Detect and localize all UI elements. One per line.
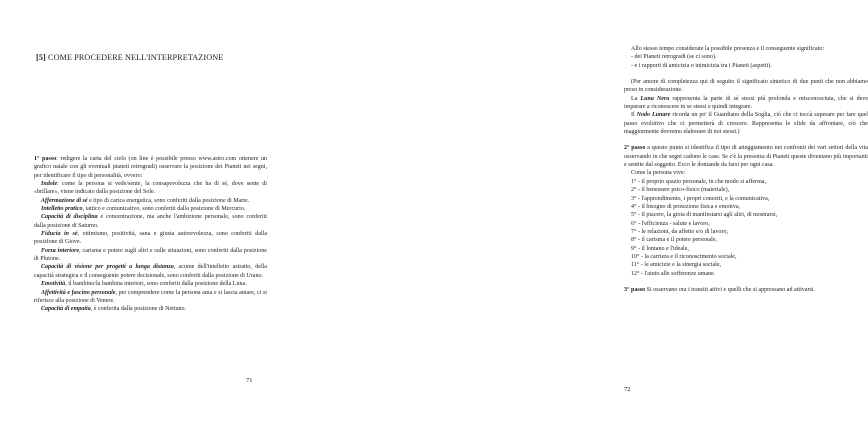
trait-item: [34, 230, 267, 247]
left-column: [34, 155, 267, 314]
step3-paragraph: [624, 286, 868, 294]
trait-term: Capacità di visione per progetti a lunga distanza: [41, 264, 174, 271]
intro-list: [624, 53, 868, 70]
trait-item: [34, 280, 267, 288]
luna-nera-text: rappresenta la parte di sé stessi più profonda e misconosciuta, che si deve imparare a riconoscere in se stessi e quindi integrare.: [624, 95, 868, 111]
trait-term: Affettività e fascino personale: [41, 289, 116, 296]
house-item: 3° - l'apprendimento, i propri concetti, e la comunicativa,: [631, 195, 770, 202]
nodo-pre: Il: [631, 112, 637, 119]
step2-paragraph: [624, 144, 868, 169]
house-item: 12° - l'aiuto alle sofferenze umane.: [631, 270, 716, 277]
trait-text: , è conferita dalla posizione di Nettuno.: [90, 306, 187, 313]
page-number-right: 72: [624, 386, 631, 393]
houses-intro: Come la persona vive:: [631, 170, 686, 177]
house-item: 6° - l'efficienza - salute e lavoro,: [631, 220, 710, 227]
trait-text: , ottimismo, positività, sana e giusta autorevolezza, sono conferiti dalla posizione di Giove.: [34, 231, 267, 246]
trait-term: Emotività: [41, 281, 66, 288]
house-item: 1° - il proprio spazio personale, in che modo si afferma,: [631, 178, 766, 185]
trait-item: [34, 247, 267, 264]
trait-item: [34, 289, 267, 306]
section-heading: [36, 53, 223, 62]
step1-text: : redigere la carta del cielo (on line è possibile presso www.astro.com ottenere un grafico natale con gli eventuali pianeti retrogradi) osservare la posizione dei Pianeti nei segni, per identificare il tipo di personalità, ovvero:: [34, 156, 267, 179]
trait-item: [34, 305, 267, 313]
trait-term: Affermazione di sé: [41, 197, 88, 204]
house-item: 8° - il carisma e il potere personale,: [631, 237, 718, 244]
houses-list: [624, 178, 868, 278]
house-item: 10° - la carriera e il riconoscimento sociale,: [631, 253, 737, 260]
step2-label: 2° passo: [624, 145, 646, 152]
trait-item: [34, 213, 267, 230]
nodo-term: Nodo Lunare: [636, 112, 671, 119]
luna-nera-paragraph: [624, 95, 868, 112]
section-number: [5]: [36, 53, 46, 62]
intro-list-item: - dei Pianeti retrogradi (se ci sono).: [631, 54, 717, 61]
trait-item: [34, 263, 267, 280]
trait-term: Capacità di empatia: [41, 306, 91, 313]
trait-text: , acume dell'intelletto astratto, della capacità strategica e il conseguente potere decisionale, sono conferiti dalla posizione di Urano.: [34, 264, 267, 279]
trait-term: Indole: [41, 181, 58, 188]
trait-term: Intelletto pratico: [41, 206, 83, 213]
page-number-left: 71: [246, 377, 253, 384]
right-page: [300, 0, 868, 425]
trait-text: , tattico e comunicativo, sono conferiti dalla posizione di Mercurio.: [82, 206, 246, 213]
house-item: 5° - il piacere, la gioia di manifestarsi agli altri, di mostrarsi,: [631, 212, 778, 219]
completeness-paragraph: (Per amore di completezza qui di seguito il significato sintetico di due punti che non abbiamo preso in considerazione.: [624, 79, 868, 94]
luna-nera-term: Luna Nera: [640, 95, 670, 102]
luna-nera-pre: La: [631, 95, 641, 102]
step1-paragraph: [34, 155, 267, 180]
step2-text: a questo punto si identifica il tipo di atteggiamento nei confronti dei vari settori della vita osservando in che segni cadono le case. Se c'è la presenza di Pianeti queste diventano più importanti e sentite dal soggetto. Ecco le domande da farsi per ogni casa.: [624, 145, 868, 169]
trait-item: [34, 197, 267, 205]
trait-term: Forza interiore: [41, 247, 80, 254]
trait-term: Capacità di disciplina: [41, 214, 98, 221]
house-item: 11° - le amicizie e la sinergia sociale,: [631, 262, 722, 269]
intro-paragraph: Allo stesso tempo considerate la possibile presenza e il conseguente significato:: [631, 46, 825, 52]
intro-list-item: - e i rapporti di amicizia o inimicizia tra i Pianeti (aspetti).: [631, 62, 772, 69]
trait-item: [34, 205, 267, 213]
trait-text: , per comprendere come la persona ama e si lascia amare, ci si riferisce alla posizione di Venere.: [34, 289, 267, 304]
trait-item: [34, 180, 267, 197]
house-item: 9° - il lontano e l'ideale,: [631, 245, 689, 252]
trait-text: : come la persona si vede/sente, la consapevolezza che ha di sé, dove sente di «brillare», viene indicato dalla posizione del Sole.: [34, 181, 267, 196]
step3-text: Si osservano ora i transiti attivi e quelli che si appressano ad attivarsi.: [645, 286, 816, 293]
left-page: [0, 0, 300, 425]
right-column: [624, 45, 868, 294]
step1-label: 1° passo: [34, 156, 57, 162]
house-item: 4° - il bisogno di protezione fisica e emotiva,: [631, 203, 741, 210]
section-title: COME PROCEDERE NELL'INTERPRETAZIONE: [48, 53, 224, 62]
trait-text: , carisma e potere sugli altri e sulle situazioni, sono conferiti dalla posizione di Plutone.: [34, 247, 267, 263]
house-item: 7° - le relazioni, da affetto e/o di lavoro,: [631, 228, 729, 235]
nodo-text: ricorda un po' il Guardiano della Soglia, ciò che ci toccà superare per fare quel passo evolutivo che ci permetterà di crescere. Rappresenta le sfide da affrontare, ciò che maggiormente dovremo elaborare di noi stessi.): [624, 112, 868, 136]
trait-text: , il bambino/la bambina interiori, sono conferiti dalla posizione della Luna.: [65, 281, 247, 288]
nodo-paragraph: [624, 111, 868, 136]
trait-text: e tipo di carica energetica, sono conferiti dalla posizione di Marte.: [87, 197, 250, 204]
step3-label: 3° passo: [624, 286, 646, 293]
trait-term: Fiducia in sé: [41, 231, 78, 238]
house-item: 2° - il benessere psico-fisico (materiale),: [631, 187, 730, 194]
trait-text: e concentrazione, ma anche l'ambizione personale, sono conferiti dalla posizione di Saturno.: [34, 214, 267, 229]
